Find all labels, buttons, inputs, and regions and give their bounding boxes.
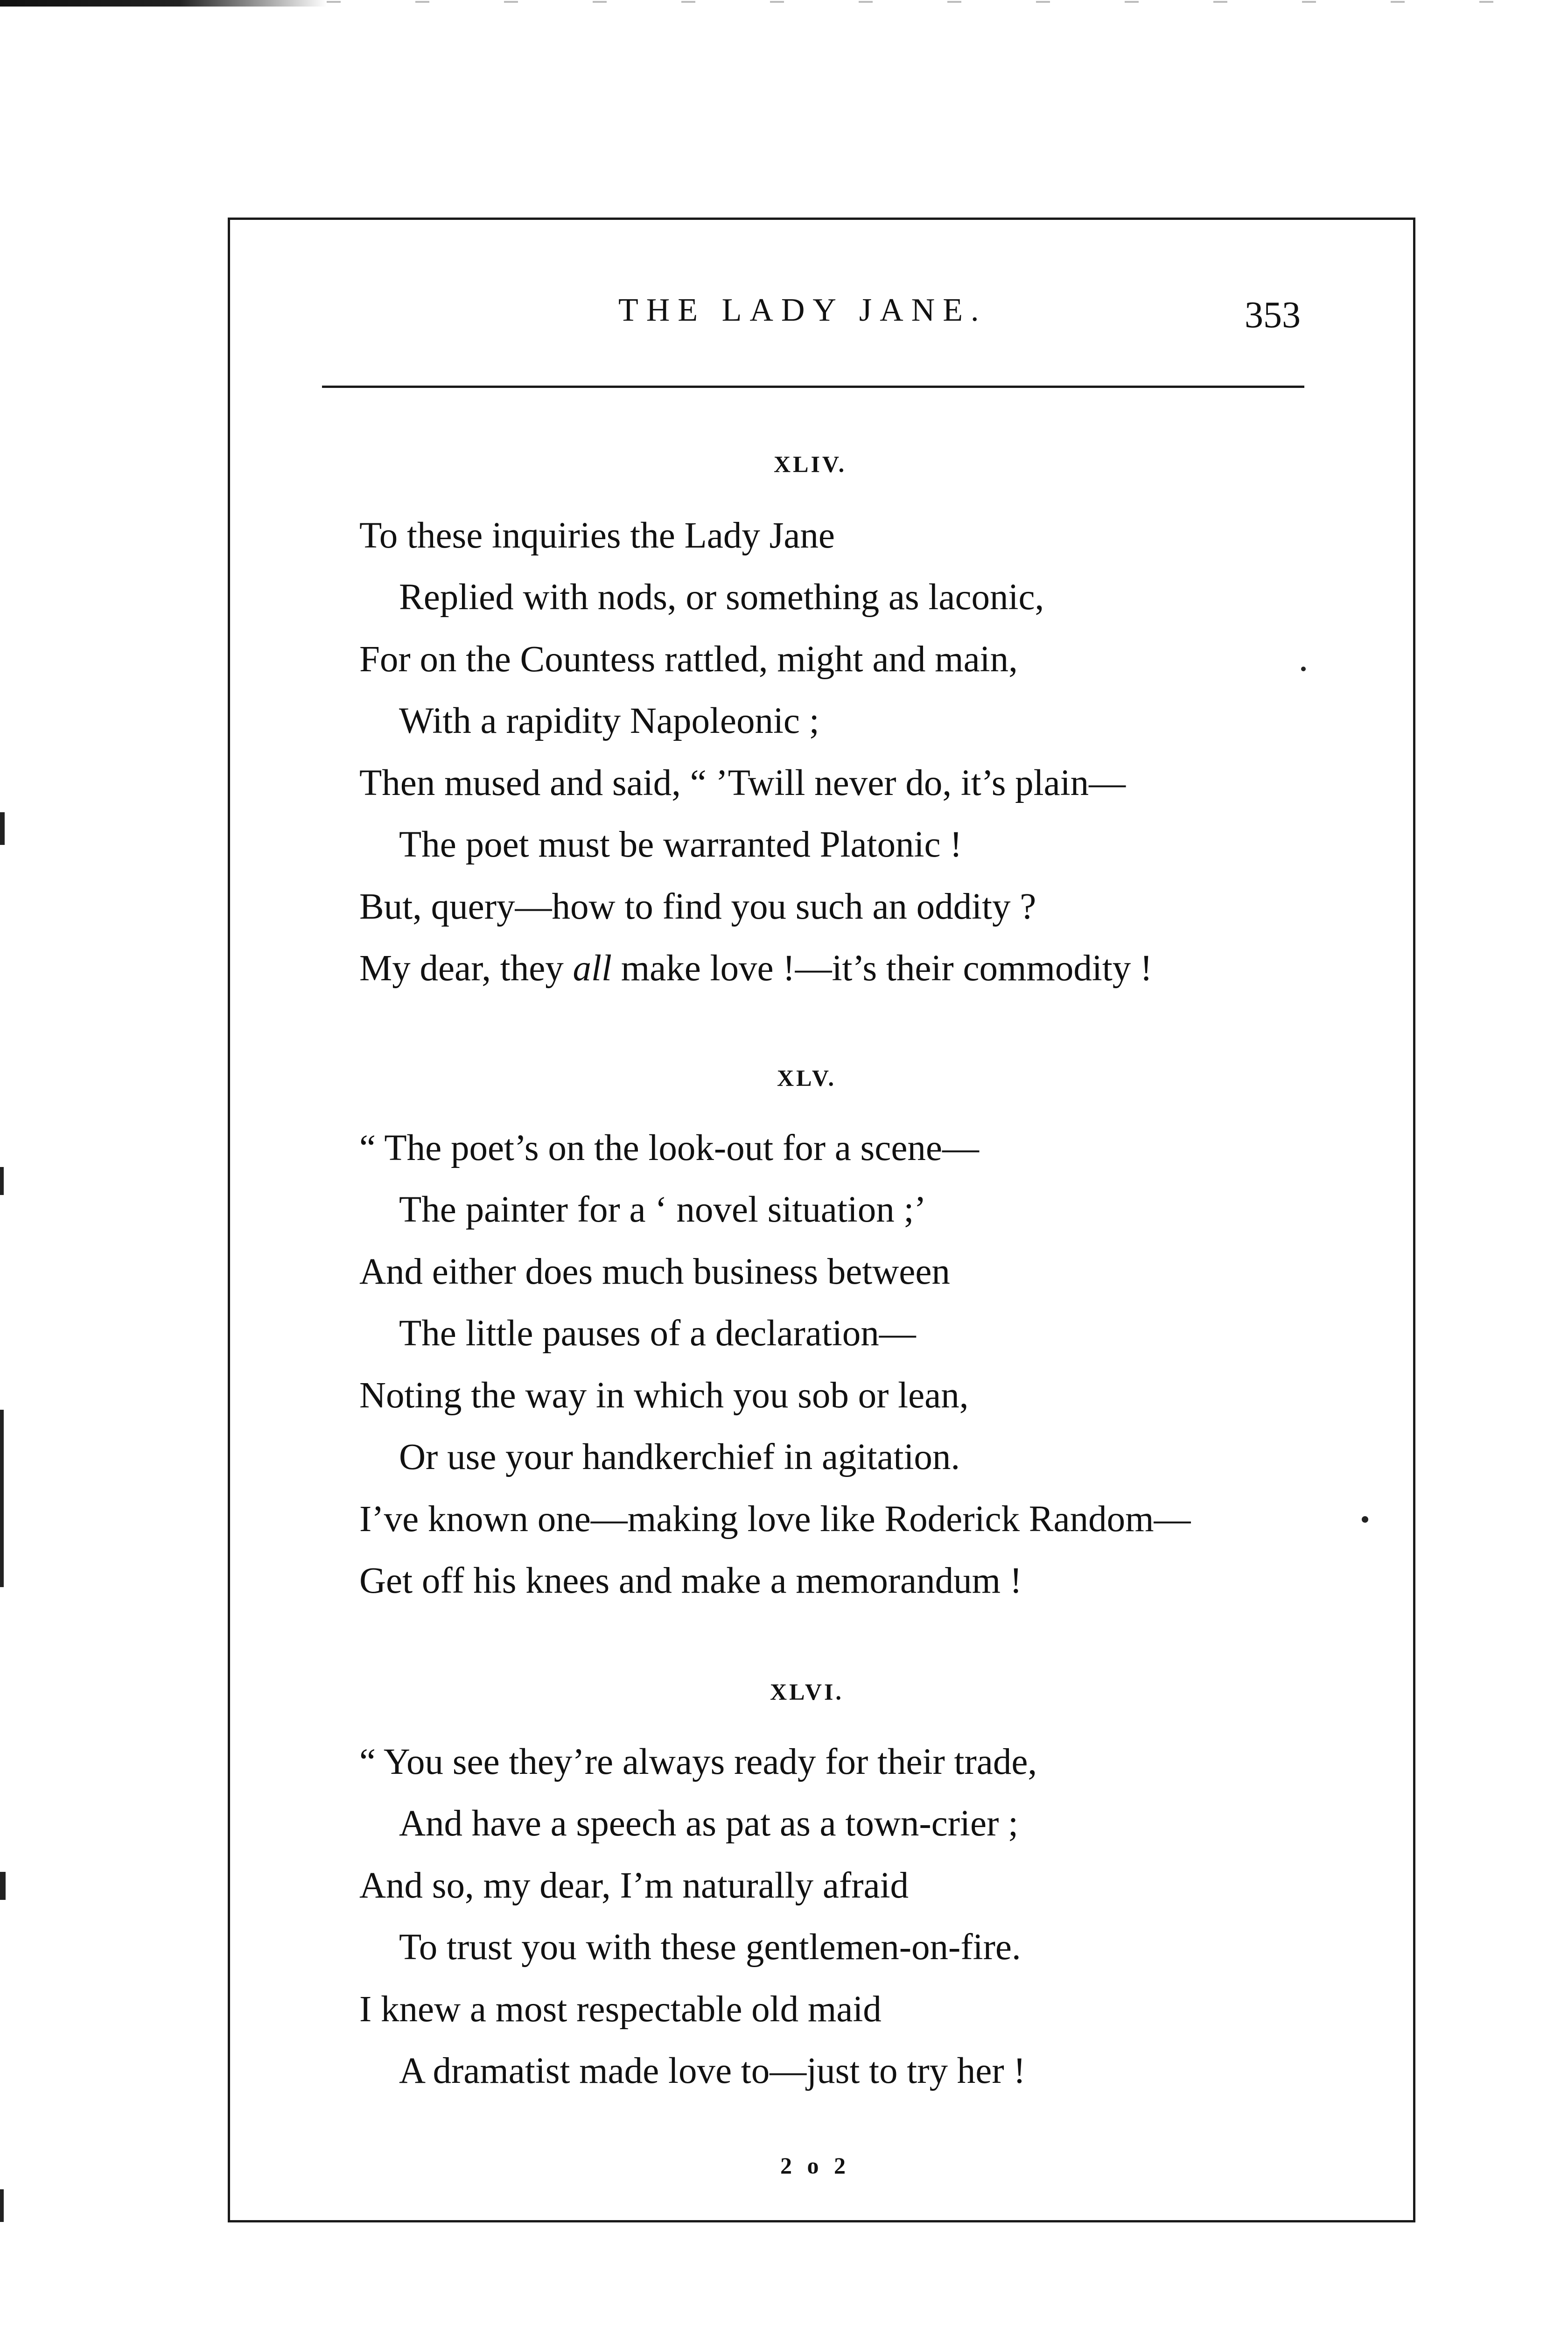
scan-edge-mark <box>0 2189 4 2222</box>
verse-line: Replied with nods, or something as laconic, <box>399 577 1044 618</box>
verse-line: My dear, they all make love !—it’s their commodity ! <box>359 948 1153 989</box>
verse-line: Or use your handkerchief in agitation. <box>399 1437 960 1477</box>
verse-line: The painter for a ‘ novel situation ;’ <box>399 1189 926 1230</box>
verse-line: Noting the way in which you sob or lean, <box>359 1375 969 1416</box>
verse-line: “ The poet’s on the look-out for a scene— <box>359 1128 979 1168</box>
page-number: 353 <box>1245 295 1301 336</box>
verse-line: Then mused and said, “ ’Twill never do, it’s plain— <box>359 763 1126 803</box>
stanza-number: XLV. <box>777 1065 837 1091</box>
running-title: THE LADY JANE. <box>618 292 987 328</box>
verse-line: “ You see they’re always ready for their trade, <box>359 1742 1037 1782</box>
scan-speck <box>1362 1516 1368 1523</box>
verse-line: And have a speech as pat as a town-crier ; <box>399 1803 1019 1844</box>
verse-line: The poet must be warranted Platonic ! <box>399 824 962 865</box>
verse-line: The little pauses of a declaration— <box>399 1313 916 1354</box>
scan-edge-shadow <box>0 0 327 7</box>
stanza-number: XLVI. <box>770 1679 844 1705</box>
verse-line: Get off his knees and make a memorandum ! <box>359 1561 1022 1601</box>
verse-line: To these inquiries the Lady Jane <box>359 515 835 556</box>
verse-line: And either does much business between <box>359 1251 950 1292</box>
scan-speck <box>1301 667 1306 671</box>
verse-line: With a rapidity Napoleonic ; <box>399 701 819 741</box>
header-rule <box>322 386 1304 388</box>
verse-line: For on the Countess rattled, might and main, <box>359 639 1018 680</box>
scan-edge-mark <box>0 1872 6 1900</box>
verse-line: And so, my dear, I’m naturally afraid <box>359 1865 909 1906</box>
verse-line: But, query—how to find you such an oddity ? <box>359 886 1036 927</box>
verse-line: To trust you with these gentlemen-on-fire. <box>399 1927 1021 1968</box>
verse-line: A dramatist made love to—just to try her ! <box>399 2051 1026 2091</box>
scan-edge-mark <box>0 1410 4 1587</box>
scan-edge-mark <box>0 812 5 845</box>
verse-line: I knew a most respectable old maid <box>359 1989 882 2030</box>
stanza-number: XLIV. <box>774 451 847 477</box>
scan-edge-mark <box>0 1167 4 1195</box>
printer-signature: 2 o 2 <box>780 2152 850 2179</box>
emphasis: all <box>573 948 612 989</box>
verse-line: I’ve known one—making love like Roderick Random— <box>359 1499 1191 1540</box>
scan-edge-noise <box>327 1 1493 3</box>
